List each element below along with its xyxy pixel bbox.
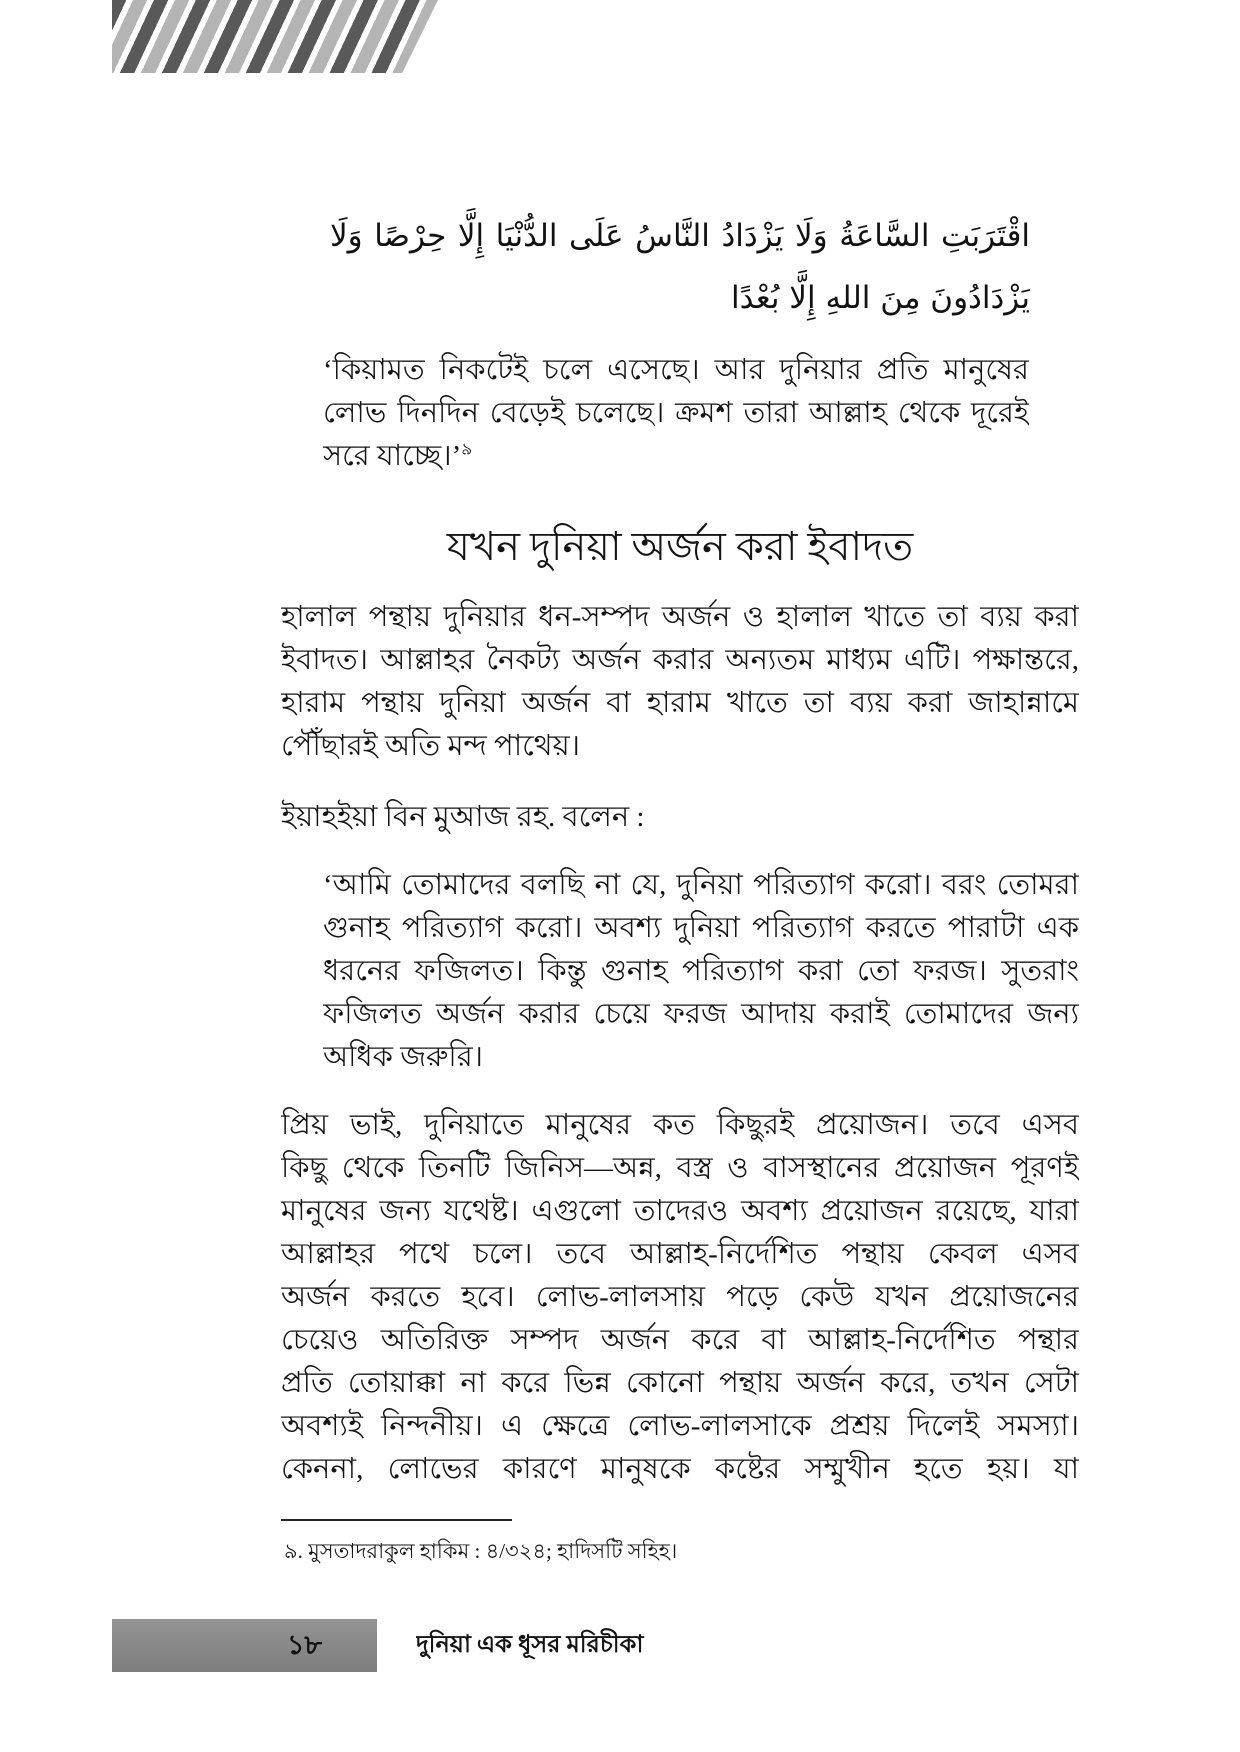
footnote-divider <box>281 1519 512 1521</box>
footer-page-number-bar <box>112 1619 377 1672</box>
paragraph-line: প্রতি তোয়াক্কা না করে ভিন্ন কোনো পন্থায় অর্জন করে, তখন সেটা <box>281 1367 1079 1399</box>
paragraph-line: অবশ্যই নিন্দনীয়। এ ক্ষেত্রে লোভ-লালসাকে প্রশ্রয় দিলেই সমস্যা। <box>281 1410 1079 1442</box>
arabic-hadith-text <box>330 205 1030 329</box>
quote-line: অধিক জরুরি। <box>323 1041 484 1073</box>
paragraph-line: প্রিয় ভাই, দুনিয়াতে মানুষের কত কিছুরই প্রয়োজন। তবে এসব <box>281 1109 1079 1141</box>
quote-line: লোভ দিনদিন বেড়েই চলেছে। ক্রমশ তারা আল্লাহ থেকে দূরেই <box>323 397 1029 429</box>
page-number: ১৮ <box>286 1630 322 1660</box>
paragraph-line: কেননা, লোভের কারণে মানুষকে কষ্টের সম্মুখীন হতে হয়। যা <box>281 1453 1079 1485</box>
section-heading: যখন দুনিয়া অর্জন করা ইবাদত <box>446 524 914 569</box>
quote-line: ধরনের ফজিলত। কিন্তু গুনাহ পরিত্যাগ করা তো ফরজ। সুতরাং <box>323 955 1079 987</box>
paragraph <box>281 596 1079 768</box>
paragraph-line: ইবাদত। আল্লাহর নৈকট্য অর্জন করার অন্যতম মাধ্যম এটি। পক্ষান্তরে, <box>281 644 1079 676</box>
quote-line: ‘কিয়ামত নিকটেই চলে এসেছে। আর দুনিয়ার প্রতি মানুষের <box>323 354 1029 386</box>
paragraph-line: চেয়েও অতিরিক্ত সম্পদ অর্জন করে বা আল্লাহ-নির্দেশিত পন্থার <box>281 1324 1079 1356</box>
arabic-line: اقْتَرَبَتِ السَّاعَةُ وَلَا يَزْدَادُ النَّاسُ عَلَى الدُّنْيَا إِلَّا حِرْصًا وَلَا <box>330 218 1030 254</box>
quote-line-text: সরে যাচ্ছে।’ <box>323 440 462 472</box>
paragraph-line: আল্লাহর পথে চলে। তবে আল্লাহ-নির্দেশিত পন্থায় কেবল এসব <box>281 1238 1079 1270</box>
hadith-translation-quote <box>323 349 1029 478</box>
quote-line-last <box>323 435 1029 478</box>
paragraph <box>281 1104 1079 1491</box>
quote-line: ফজিলত অর্জন করার চেয়ে ফরজ আদায় করাই তোমাদের জন্য <box>323 998 1079 1030</box>
footnote: ৯. মুসতাদরাকুল হাকিম : ৪/৩২৪; হাদিসটি সহিহ। <box>284 1539 678 1563</box>
scholar-quote <box>323 864 1079 1079</box>
quote-line: ‘আমি তোমাদের বলছি না যে, দুনিয়া পরিত্যাগ করো। বরং তোমরা <box>323 869 1079 901</box>
quote-attribution: ইয়াহইয়া বিন মুআজ রহ. বলেন : <box>281 801 645 833</box>
arabic-line: يَزْدَادُونَ مِنَ اللهِ إِلَّا بُعْدًا <box>730 280 1030 316</box>
paragraph-line: হারাম পন্থায় দুনিয়া অর্জন বা হারাম খাতে তা ব্যয় করা জাহান্নামে <box>281 687 1079 719</box>
quote-line: গুনাহ পরিত্যাগ করো। অবশ্য দুনিয়া পরিত্যাগ করতে পারাটা এক <box>323 912 1079 944</box>
decorative-stripe-band <box>112 0 438 73</box>
paragraph-line: মানুষের জন্য যথেষ্ট। এগুলো তাদেরও অবশ্য প্রয়োজন রয়েছে, যারা <box>281 1195 1079 1227</box>
paragraph-line: পৌঁছারই অতি মন্দ পাথেয়। <box>281 730 581 762</box>
paragraph-line: কিছু থেকে তিনটি জিনিস—অন্ন, বস্ত্র ও বাসস্থানের প্রয়োজন পূরণই <box>281 1152 1079 1184</box>
running-footer-book-title: দুনিয়া এক ধূসর মরিচীকা <box>416 1632 644 1658</box>
paragraph-line: অর্জন করতে হবে। লোভ-লালসায় পড়ে কেউ যখন প্রয়োজনের <box>281 1281 1079 1313</box>
footnote-reference: ৯ <box>461 439 473 459</box>
paragraph-line: হালাল পন্থায় দুনিয়ার ধন-সম্পদ অর্জন ও হালাল খাতে তা ব্যয় করা <box>281 601 1079 633</box>
